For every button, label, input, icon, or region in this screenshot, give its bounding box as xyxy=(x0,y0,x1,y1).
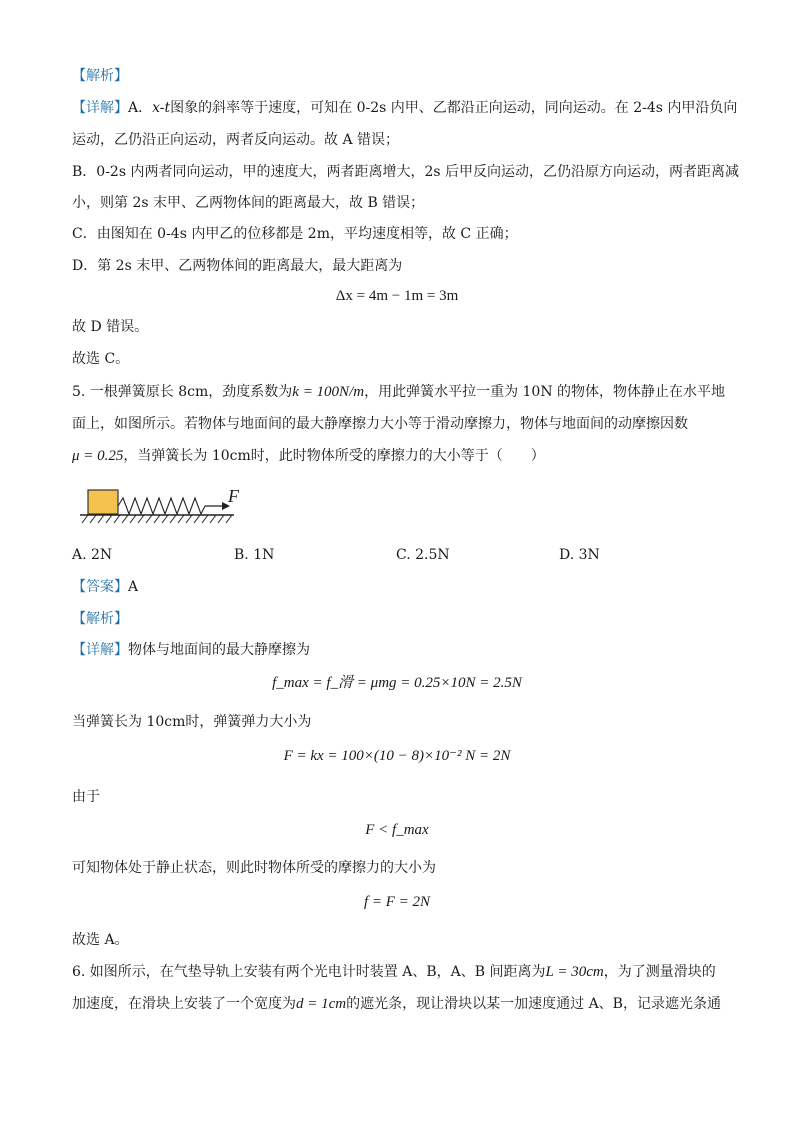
q5-options xyxy=(72,545,732,565)
q6-line-1: 6. 如图所示，在气垫导轨上安装有两个光电计时装置 A、B，A、B 间距离为L = 30cm，为了测量滑块的 xyxy=(72,964,716,980)
detail-line-d2: 故 D 错误。 xyxy=(72,319,149,335)
q5-answer: 【答案】A xyxy=(72,579,139,595)
q5-detail-line-3: 由于 xyxy=(72,789,100,805)
spring xyxy=(118,498,205,514)
spring-block-figure xyxy=(76,484,246,528)
choose-line: 故选 C。 xyxy=(72,351,130,367)
option-c: C. 2.5N xyxy=(396,547,450,563)
detail-line-a1: 【详解】A．x-t图象的斜率等于速度，可知在 0-2s 内甲、乙都沿正向运动，同向运动。在 2-4s 内甲沿负向 xyxy=(72,100,738,116)
detail-line-c1: C．由图知在 0-4s 内甲乙的位移都是 2m，平均速度相等，故 C 正确； xyxy=(72,226,518,242)
equation-spring-force: F = kx = 100×(10 − 8)×10⁻² N = 2N xyxy=(283,748,511,764)
detail-line-d1: D．第 2s 末甲、乙两物体间的距离最大，最大距离为 xyxy=(72,258,403,274)
q5-choose-line: 故选 A。 xyxy=(72,932,129,948)
force-label: F xyxy=(228,486,239,506)
q6-line-2: 加速度，在滑块上安装了一个宽度为d = 1cm的遮光条，现让滑块以某一加速度通过 A、B，记录遮光条通 xyxy=(72,996,721,1012)
option-d: D. 3N xyxy=(559,547,600,563)
option-b: B. 1N xyxy=(234,547,275,563)
detail-line-a2: 运动，乙仍沿正向运动，两者反向运动。故 A 错误； xyxy=(72,132,400,148)
q5-detail-line-2: 当弹簧长为 10cm时，弹簧弹力大小为 xyxy=(72,714,312,730)
q5-detail-line-1: 【详解】物体与地面间的最大静摩擦为 xyxy=(72,642,310,658)
q5-line-2: 面上，如图所示。若物体与地面间的最大静摩擦力大小等于滑动摩擦力，物体与地面间的动摩擦因数 xyxy=(72,416,688,432)
q5-detail-line-4: 可知物体处于静止状态，则此时物体所受的摩擦力的大小为 xyxy=(72,860,436,876)
equation-delta-x: Δx = 4m − 1m = 3m xyxy=(335,288,459,304)
equation-friction: f = F = 2N xyxy=(363,894,431,910)
detail-line-b1: B．0-2s 内两者同向运动，甲的速度大，两者距离增大，2s 后甲反向运动，乙仍沿原方向运动，两者距离减 xyxy=(72,164,740,180)
q5-analysis-tag: 【解析】 xyxy=(72,611,128,627)
q5-line-3: μ = 0.25，当弹簧长为 10cm时，此时物体所受的摩擦力的大小等于（ ） xyxy=(72,448,545,464)
block xyxy=(88,490,118,514)
option-a: A. 2N xyxy=(72,547,113,563)
q5-line-1: 5. 一根弹簧原长 8cm，劲度系数为k = 100N/m，用此弹簧水平拉一重为 10N 的物体，物体静止在水平地 xyxy=(72,384,726,400)
detail-tag: 【详解】 xyxy=(72,100,128,116)
equation-inequality: F < f_max xyxy=(365,822,429,838)
equation-fmax: f_max = f_滑 = μmg = 0.25×10N = 2.5N xyxy=(272,675,522,691)
detail-line-b2: 小，则第 2s 末甲、乙两物体间的距离最大，故 B 错误； xyxy=(72,195,425,211)
analysis-tag: 【解析】 xyxy=(72,68,128,84)
ground-hatch xyxy=(82,515,232,523)
